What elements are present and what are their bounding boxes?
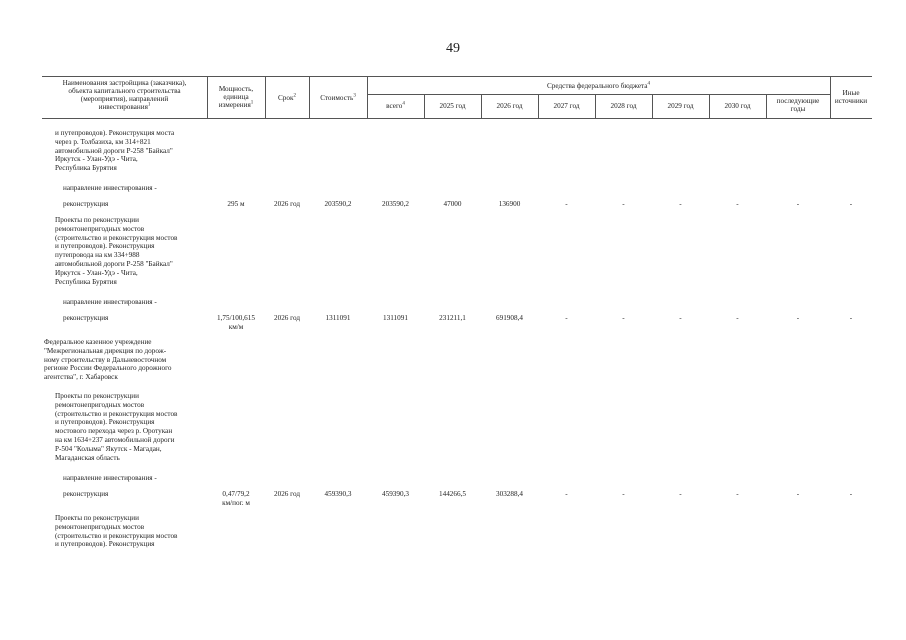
investment-direction-label: направление инвестирования - <box>63 298 157 306</box>
row-other: - <box>849 200 853 208</box>
row-2028: - <box>622 314 625 322</box>
header-other-sources: Иные источники <box>834 89 868 105</box>
row-2029: - <box>679 490 682 498</box>
table-header-bottom <box>42 118 872 119</box>
subheader-2028: 2028 год <box>610 102 637 110</box>
row-name: реконструкция <box>63 314 109 322</box>
row-capacity: 1,75/100,615 км/м <box>217 314 255 331</box>
row-cost: 203590,2 <box>324 200 352 208</box>
header-term-column: Срок$^2$ <box>278 93 296 102</box>
row-2027: - <box>565 314 568 322</box>
row-name: реконструкция <box>63 490 109 498</box>
page-number: 49 <box>446 41 460 56</box>
row-2027: - <box>565 490 568 498</box>
investment-direction-label: направление инвестирования - <box>63 474 157 482</box>
row-capacity: 295 м <box>227 200 245 208</box>
subheader-2030: 2030 год <box>724 102 751 110</box>
row-term: 2026 год <box>274 314 300 322</box>
row-2025: 231211,1 <box>439 314 466 322</box>
row-later: - <box>796 200 800 208</box>
row-2025: 47000 <box>443 200 462 208</box>
row-total: 459390,3 <box>382 490 409 498</box>
row-2027: - <box>565 200 568 208</box>
project-description: Проекты по реконструкции ремонтонепригодных мостов (строительство и реконструкция мостов и путепроводов). Реконструкция <box>55 514 178 549</box>
row-2030: - <box>736 490 739 498</box>
table-top-border <box>42 76 872 77</box>
row-2026: 136900 <box>498 200 521 208</box>
project-description: Проекты по реконструкции ремонтонепригодных мостов (строительство и реконструкция мостов и путепроводов). Реконструкция мостового перехода через р. Оротукан на км 1634+237 автомобильной дороги Р-504 "Колыма" Якутск - Магадан, Магаданская область <box>55 392 178 462</box>
row-2028: - <box>622 490 625 498</box>
header-cost-column: Стоимость$^3$ <box>320 93 356 102</box>
row-capacity: 0,47/79,2 км/пог. м <box>222 490 250 507</box>
row-2026: 303288,4 <box>496 490 523 498</box>
row-total: 203590,2 <box>382 200 409 208</box>
project-description: Проекты по реконструкции ремонтонепригодных мостов (строительство и реконструкция мостов и путепроводов). Реконструкция путепровода на км 334+988 автомобильной дороги Р-258 "Байкал" Иркутск - Улан-Удэ - Чита, Республика Бурятия <box>55 216 178 286</box>
row-cost: 459390,3 <box>324 490 352 498</box>
subheader-2029: 2029 год <box>667 102 694 110</box>
row-total: 1311091 <box>383 314 408 322</box>
row-term: 2026 год <box>274 200 300 208</box>
subheader-2026: 2026 год <box>496 102 523 110</box>
subheader-2025: 2025 год <box>439 102 466 110</box>
row-2026: 691908,4 <box>496 314 523 322</box>
subheader-total: всего$^4$ <box>386 101 405 110</box>
project-description: и путепроводов). Реконструкция моста через р. Толбазиха, км 314+821 автомобильной дороги Р-258 "Байкал" Иркутск - Улан-Удэ - Чита, Республика Бурятия <box>55 129 175 173</box>
federal-budget-divider <box>367 94 830 95</box>
row-other: - <box>849 490 853 498</box>
subheader-2027: 2027 год <box>553 102 580 110</box>
row-other: - <box>849 314 853 322</box>
investment-direction-label: направление инвестирования - <box>63 184 157 192</box>
header-federal-budget: Средства федерального бюджета$^4$ <box>547 81 650 90</box>
header-capacity-column: Мощность, единица измерения$^1$ <box>218 85 254 109</box>
row-name: реконструкция <box>63 200 109 208</box>
header-name-column: Наименования застройщика (заказчика), объекта капитального строительства (мероприятия), направлений инвестирования$^1$ <box>62 79 187 111</box>
row-cost: 1311091 <box>325 314 351 322</box>
row-later: - <box>796 314 800 322</box>
row-later: - <box>796 490 800 498</box>
row-2025: 144266,5 <box>439 490 466 498</box>
row-2030: - <box>736 200 739 208</box>
row-term: 2026 год <box>274 490 300 498</box>
row-2028: - <box>622 200 625 208</box>
subheader-later-years: последующие годы <box>776 97 820 113</box>
row-2029: - <box>679 314 682 322</box>
organization-name: Федеральное казенное учреждение "Межрегиональная дирекция по дорож- ному строительству в Дальневосточном регионе России Федерального дорожного агентства", г. Хабаровск <box>44 338 172 382</box>
row-2029: - <box>679 200 682 208</box>
row-2030: - <box>736 314 739 322</box>
